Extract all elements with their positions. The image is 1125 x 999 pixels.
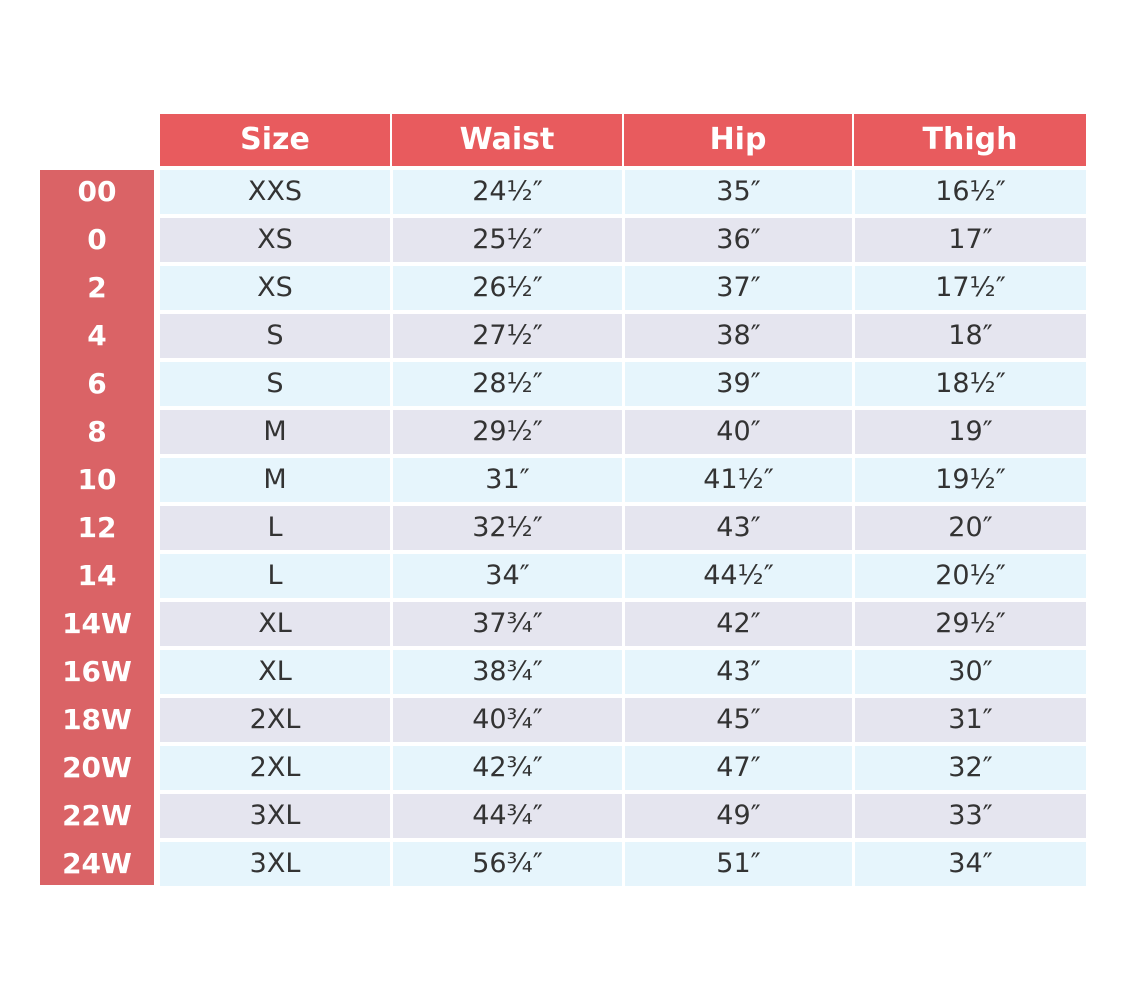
size-cell: XS — [257, 272, 293, 303]
numeric-size-label: 14 — [77, 559, 117, 592]
table-row — [160, 218, 1086, 262]
table-row — [160, 266, 1086, 310]
hip-cell: 47″ — [622, 746, 852, 790]
hip-cell: 38″ — [622, 314, 852, 358]
size-cell: XL — [258, 656, 292, 687]
thigh-cell: 30″ — [852, 650, 1086, 694]
numeric-size-label: 12 — [77, 511, 117, 544]
hip-cell: 43″ — [622, 506, 852, 550]
waist-cell: 56¾″ — [390, 842, 622, 886]
table-row — [160, 410, 1086, 454]
header-hip: Hip — [622, 114, 852, 166]
hip-cell: 51″ — [622, 842, 852, 886]
size-cell: M — [263, 416, 287, 447]
waist-cell: 34″ — [390, 554, 622, 598]
hip-cell: 35″ — [622, 170, 852, 214]
table-row — [160, 314, 1086, 358]
table-row — [160, 458, 1086, 502]
hip-cell: 37″ — [622, 266, 852, 310]
waist-cell: 38¾″ — [390, 650, 622, 694]
table-row — [160, 554, 1086, 598]
thigh-cell: 17″ — [852, 218, 1086, 262]
waist-cell: 40¾″ — [390, 698, 622, 742]
numeric-size-label: 16W — [62, 655, 132, 688]
hip-cell: 41½″ — [622, 458, 852, 502]
size-cell: 3XL — [249, 848, 301, 879]
hip-cell: 40″ — [622, 410, 852, 454]
waist-cell: 25½″ — [390, 218, 622, 262]
numeric-size-label: 18W — [62, 703, 132, 736]
numeric-size-label: 24W — [62, 847, 132, 880]
numeric-size-label: 0 — [87, 223, 107, 256]
numeric-size-label: 10 — [77, 463, 117, 496]
size-cell: S — [266, 320, 284, 351]
size-cell: M — [263, 464, 287, 495]
table-row — [160, 602, 1086, 646]
size-cell: XL — [258, 608, 292, 639]
hip-cell: 36″ — [622, 218, 852, 262]
thigh-cell: 29½″ — [852, 602, 1086, 646]
thigh-cell: 18½″ — [852, 362, 1086, 406]
thigh-cell: 20½″ — [852, 554, 1086, 598]
numeric-size-label: 00 — [77, 175, 117, 208]
table-header — [160, 114, 1086, 166]
table-row — [160, 794, 1086, 838]
thigh-cell: 18″ — [852, 314, 1086, 358]
size-cell: L — [267, 512, 283, 543]
waist-cell: 42¾″ — [390, 746, 622, 790]
waist-cell: 24½″ — [390, 170, 622, 214]
header-size: Size — [240, 122, 310, 157]
table-row — [160, 362, 1086, 406]
waist-cell: 27½″ — [390, 314, 622, 358]
numeric-size-column — [40, 170, 154, 885]
hip-cell: 43″ — [622, 650, 852, 694]
size-cell: 3XL — [249, 800, 301, 831]
header-waist: Waist — [390, 114, 622, 166]
table-row — [160, 650, 1086, 694]
numeric-size-label: 14W — [62, 607, 132, 640]
table-row — [160, 746, 1086, 790]
hip-cell: 45″ — [622, 698, 852, 742]
waist-cell: 31″ — [390, 458, 622, 502]
hip-cell: 44½″ — [622, 554, 852, 598]
thigh-cell: 20″ — [852, 506, 1086, 550]
size-cell: 2XL — [249, 704, 301, 735]
waist-cell: 29½″ — [390, 410, 622, 454]
header-thigh: Thigh — [852, 114, 1086, 166]
size-cell: XXS — [247, 176, 303, 207]
numeric-size-label: 6 — [87, 367, 107, 400]
thigh-cell: 33″ — [852, 794, 1086, 838]
size-cell: L — [267, 560, 283, 591]
numeric-size-label: 8 — [87, 415, 107, 448]
waist-cell: 44¾″ — [390, 794, 622, 838]
numeric-size-label: 4 — [87, 319, 107, 352]
thigh-cell: 32″ — [852, 746, 1086, 790]
thigh-cell: 19″ — [852, 410, 1086, 454]
size-cell: S — [266, 368, 284, 399]
table-row — [160, 170, 1086, 214]
table-row — [160, 506, 1086, 550]
size-cell: 2XL — [249, 752, 301, 783]
hip-cell: 49″ — [622, 794, 852, 838]
hip-cell: 39″ — [622, 362, 852, 406]
hip-cell: 42″ — [622, 602, 852, 646]
waist-cell: 26½″ — [390, 266, 622, 310]
thigh-cell: 34″ — [852, 842, 1086, 886]
size-cell: XS — [257, 224, 293, 255]
numeric-size-label: 22W — [62, 799, 132, 832]
waist-cell: 28½″ — [390, 362, 622, 406]
thigh-cell: 19½″ — [852, 458, 1086, 502]
numeric-size-label: 2 — [87, 271, 107, 304]
thigh-cell: 31″ — [852, 698, 1086, 742]
thigh-cell: 17½″ — [852, 266, 1086, 310]
table-row — [160, 698, 1086, 742]
waist-cell: 37¾″ — [390, 602, 622, 646]
thigh-cell: 16½″ — [852, 170, 1086, 214]
numeric-size-label: 20W — [62, 751, 132, 784]
waist-cell: 32½″ — [390, 506, 622, 550]
table-row — [160, 842, 1086, 886]
